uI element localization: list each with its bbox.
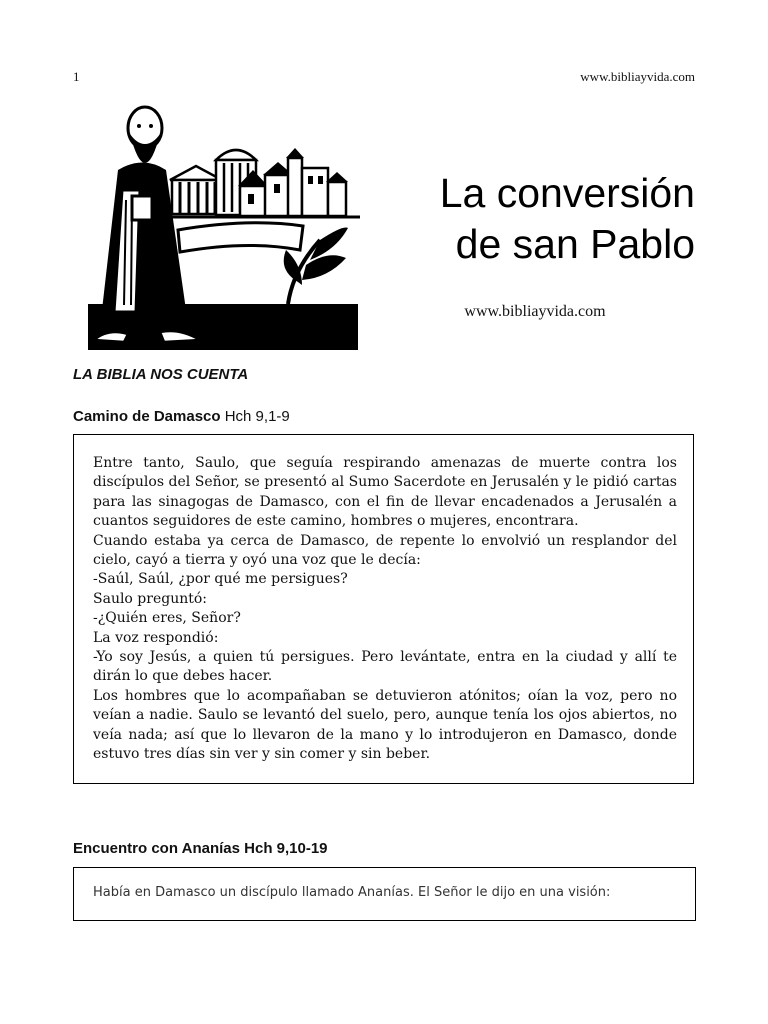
passage-1-reference: Hch 9,1-9 xyxy=(224,408,290,425)
page-title xyxy=(372,168,695,270)
passage-1-paragraph: -¿Quién eres, Señor? xyxy=(93,610,241,627)
passage-2-title: Encuentro con Ananías Hch 9,10-19 xyxy=(73,840,328,857)
passage-2-text: Había en Damasco un discípulo llamado Ananías. El Señor le dijo en una visión: xyxy=(93,885,611,900)
passage-1-paragraph: Saulo preguntó: xyxy=(93,590,208,607)
title-line-2: de san Pablo xyxy=(455,221,695,267)
website-link: www.bibliayvida.com xyxy=(464,303,606,320)
page-number: 1 xyxy=(73,69,80,84)
passage-1-title: Camino de Damasco xyxy=(73,408,221,425)
passage-1-paragraph: Entre tanto, Saulo, que seguía respirando amenazas de muerte contra los discípulos del Señor, se presentó al Sumo Sacerdote en Jerusalén y le pidió cartas para las sinagogas de Damasco, con el fin de llevar encadenados a Jerusalén a cuantos seguidores de este camino, hombres o mujeres, encontrara. xyxy=(93,455,677,530)
passage-1-paragraph: -Yo soy Jesús, a quien tú persigues. Pero levántate, entra en la ciudad y allí te dirán lo que debes hacer. xyxy=(93,649,677,685)
title-line-1: La conversión xyxy=(439,170,695,216)
passage-1-paragraph: Los hombres que lo acompañaban se detuvieron atónitos; oían la voz, pero no veían a nadie. Saulo se levantó del suelo, pero, aunque tenía los ojos abiertos, no veía nada; así que lo llevaron de la mano y lo introdujeron en Damasco, donde estuvo tres días sin ver y sin comer y sin beber. xyxy=(93,687,677,763)
passage-1-paragraph: Cuando estaba ya cerca de Damasco, de repente lo envolvió un resplandor del cielo, cayó a tierra y oyó una voz que le decía: xyxy=(93,532,677,569)
passage-1-heading xyxy=(73,408,290,425)
header-website: www.bibliayvida.com xyxy=(580,69,695,84)
passage-2-box xyxy=(73,867,696,921)
section-heading: LA BIBLIA NOS CUENTA xyxy=(73,366,249,383)
passage-1-paragraph: -Saúl, Saúl, ¿por qué me persigues? xyxy=(93,571,348,588)
passage-1-box xyxy=(73,434,694,784)
passage-1-text xyxy=(93,454,677,765)
saint-paul-with-city-illustration xyxy=(88,100,362,350)
passage-1-paragraph: La voz respondió: xyxy=(93,629,219,646)
